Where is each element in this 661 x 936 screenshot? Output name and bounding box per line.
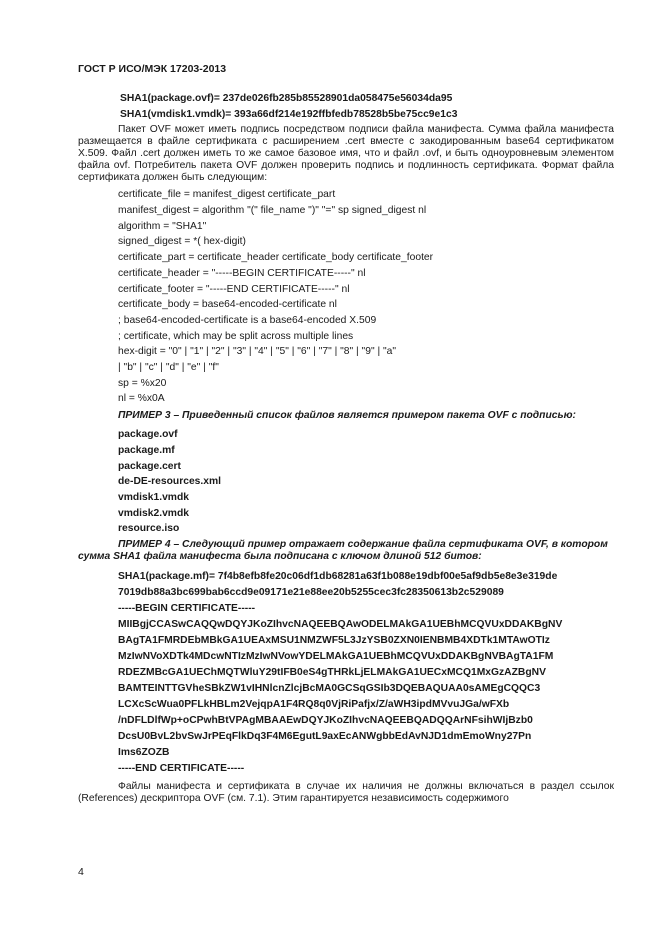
file-list-item: resource.iso xyxy=(118,523,180,535)
grammar-line: certificate_footer = "-----END CERTIFICATE-----" nl xyxy=(118,283,350,295)
page-header: ГОСТ Р ИСО/МЭК 17203-2013 xyxy=(78,63,227,75)
paragraph: Файлы манифеста и сертификата в случае их наличия не должны включаться в раздел ссылок (References) дескриптора OVF (см. 7.1). Этим гарантируется независимость содержимого xyxy=(78,781,614,805)
cert-line: 7019db88a3bc699bab6ccd9e09171e21e88ee20b5255cec3fc28350613b2c529089 xyxy=(118,587,504,599)
cert-line: -----END CERTIFICATE----- xyxy=(118,763,245,775)
hash-line: SHA1(vmdisk1.vmdk)= 393a66df214e192ffbfedb78528b5be75cc9e1c3 xyxy=(120,108,458,120)
grammar-line: hex-digit = "0" | "1" | "2" | "3" | "4" | "5" | "6" | "7" | "8" | "9" | "a" xyxy=(118,346,397,358)
cert-line: BAgTA1FMRDEbMBkGA1UEAxMSU1NMZWF5L3JzYSB0ZXN0IENBMB4XDTk1MTAwOTIz xyxy=(118,635,550,647)
document-body xyxy=(78,90,614,805)
cert-line: LCXcScWua0PFLkHBLm2VejqpA1F4RQ8q0VjRiPafjx/Z/aWH3ipdMVvuJGa/wFXb xyxy=(118,699,510,711)
grammar-line: certificate_header = "-----BEGIN CERTIFICATE-----" nl xyxy=(118,267,366,279)
page-number: 4 xyxy=(78,866,84,878)
cert-line: MzIwNVoXDTk4MDcwNTIzMzIwNVowYDELMAkGA1UEBhMCQVUxDDAKBgNVBAgTA1FM xyxy=(118,651,554,663)
grammar-line: ; certificate, which may be split across multiple lines xyxy=(118,330,354,342)
grammar-line: algorithm = "SHA1" xyxy=(118,220,207,232)
cert-line: -----BEGIN CERTIFICATE----- xyxy=(118,603,256,615)
certificate-block xyxy=(78,569,614,777)
hash-line: SHA1(package.ovf)= 237de026fb285b85528901da058475e56034da95 xyxy=(120,93,453,104)
file-list-item: package.cert xyxy=(118,460,181,472)
cert-line: Ims6ZOZB xyxy=(118,747,170,759)
grammar-line: certificate_body = base64-encoded-certificate nl xyxy=(118,299,337,311)
paragraph: Пакет OVF может иметь подпись посредством подписи файла манифеста. Сумма файла манифеста размещается в файле сертификата с расширением .cert вместе с закодированным base64 сертификатом X.509. Файл .cert должен иметь то же самое базовое имя, что и файл .ovf, и быть одноуровневым элементом файла ovf. Потребитель пакета OVF должен проверить подпись и подлинность сертификата. Формат файла сертификата должен быть следующим: xyxy=(78,123,614,184)
cert-line: BAMTEINTTGVheSBkZW1vIHNlcnZlcjBcMA0GCSqGSIb3DQEBAQUAA0sAMEgCQQC3 xyxy=(118,683,541,695)
cert-line: DcsU0BvL2bvSwJrPEqFlkDq3F4M6EgutL9axEcANWgbbEdAvNJD1dmEmoWny27Pn xyxy=(118,731,532,743)
file-list-item: package.mf xyxy=(118,444,175,456)
grammar-line: | "b" | "c" | "d" | "e" | "f" xyxy=(118,362,219,374)
grammar-line: signed_digest = *( hex-digit) xyxy=(118,236,246,248)
grammar-line: sp = %x20 xyxy=(118,377,167,389)
grammar-line: nl = %x0A xyxy=(118,393,165,405)
cert-line: SHA1(package.mf)= 7f4b8efb8fe20c06df1db68281a63f1b088e19dbf00e5af9db5e8e3e319de xyxy=(118,571,558,583)
cert-line: MIIBgjCCASwCAQQwDQYJKoZIhvcNAQEEBQAwODELMAkGA1UEBhMCQVUxDDAKBgNV xyxy=(118,619,563,631)
cert-line: RDEZMBcGA1UEChMQTWluY29tIFB0eS4gTHRkLjELMAkGA1UECxMCQ1MxGzAZBgNV xyxy=(118,667,546,679)
example-3-caption: ПРИМЕР 3 – Приведенный список файлов является примером пакета OVF с подписью: xyxy=(118,410,576,422)
grammar-line: ; base64-encoded-certificate is a base64-encoded X.509 xyxy=(118,314,377,326)
grammar-line: certificate_file = manifest_digest certificate_part xyxy=(118,189,336,201)
cert-line: /nDFLDlfWp+oCPwhBtVPAgMBAAEwDQYJKoZIhvcNAQEEBQADQQArNFsihWIjBzb0 xyxy=(118,715,533,727)
grammar-line: manifest_digest = algorithm "(" file_name ")" "=" sp signed_digest nl xyxy=(118,204,427,216)
file-list xyxy=(78,427,614,537)
file-list-item: de-DE-resources.xml xyxy=(118,476,222,488)
file-list-item: package.ovf xyxy=(118,429,178,441)
grammar-line: certificate_part = certificate_header certificate_body certificate_footer xyxy=(118,252,434,264)
file-list-item: vmdisk1.vmdk xyxy=(118,491,189,503)
grammar-block xyxy=(78,187,614,407)
file-list-item: vmdisk2.vmdk xyxy=(118,507,189,519)
example-4-caption: ПРИМЕР 4 – Следующий пример отражает содержание файла сертификата OVF, в котором сумма SHA1 файла манифеста была подписана с ключом длиной 512 битов: xyxy=(78,539,608,563)
